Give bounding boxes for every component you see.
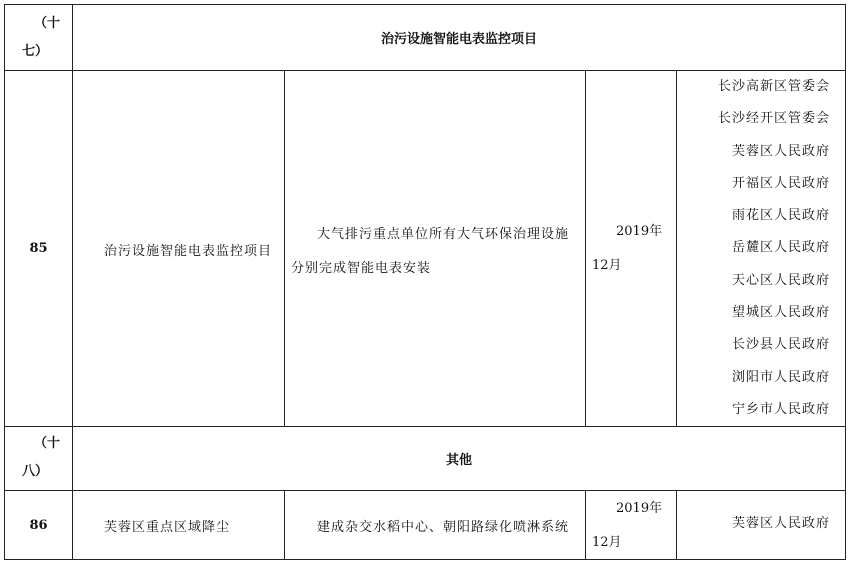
responsible-unit: 长沙经开区管委会 (717, 111, 830, 127)
table-row-divider (4, 490, 846, 491)
project-name: 芙蓉区重点区域降尘 (104, 520, 231, 535)
section-number-bottom: 八） (22, 464, 49, 479)
responsible-unit: 开福区人民政府 (731, 175, 830, 191)
responsible-unit: 芙蓉区人民政府 (731, 143, 830, 159)
section-number-top: （十 (34, 16, 61, 31)
content-line: 大气排污重点单位所有大气环保治理设施 (317, 227, 570, 242)
table-col-divider (585, 70, 586, 427)
section-number (22, 10, 72, 66)
table-border-bottom (4, 559, 846, 560)
row-number: 85 (29, 241, 48, 256)
table-border-right (845, 4, 846, 560)
content-line: 分别完成智能电表安装 (291, 261, 432, 276)
deadline-month: 12月 (592, 535, 622, 550)
deadline (592, 215, 676, 283)
deadline-year: 2019年 (616, 501, 663, 516)
table-col-divider (676, 490, 677, 560)
deadline (592, 492, 676, 560)
section-number-bottom: 七） (22, 44, 49, 59)
responsible-units (680, 508, 830, 540)
responsible-unit: 天心区人民政府 (731, 272, 830, 288)
project-content: 建成杂交水稻中心、朝阳路绿化喷淋系统 (317, 520, 570, 535)
project-name: 治污设施智能电表监控项目 (104, 244, 273, 259)
responsible-unit: 岳麓区人民政府 (731, 240, 830, 256)
section-title: 其他 (445, 453, 472, 468)
table-col-divider (284, 490, 285, 560)
responsible-unit: 浏阳市人民政府 (731, 369, 830, 385)
deadline-year: 2019年 (616, 224, 663, 239)
responsible-unit: 雨花区人民政府 (731, 208, 830, 224)
deadline-month: 12月 (592, 258, 622, 273)
section-number-top: （十 (34, 436, 61, 451)
section-number (22, 430, 72, 486)
responsible-unit: 芙蓉区人民政府 (731, 516, 830, 531)
table-col-divider (284, 70, 285, 427)
table-col-divider (585, 490, 586, 560)
table-col-divider (676, 70, 677, 427)
responsible-unit: 宁乡市人民政府 (731, 401, 830, 417)
responsible-unit: 望城区人民政府 (731, 305, 830, 321)
project-content (291, 218, 583, 286)
responsible-unit: 长沙县人民政府 (731, 337, 830, 353)
row-number: 86 (29, 517, 48, 533)
responsible-units (680, 71, 830, 426)
section-title: 治污设施智能电表监控项目 (380, 32, 537, 47)
responsible-unit: 长沙高新区管委会 (717, 79, 830, 94)
